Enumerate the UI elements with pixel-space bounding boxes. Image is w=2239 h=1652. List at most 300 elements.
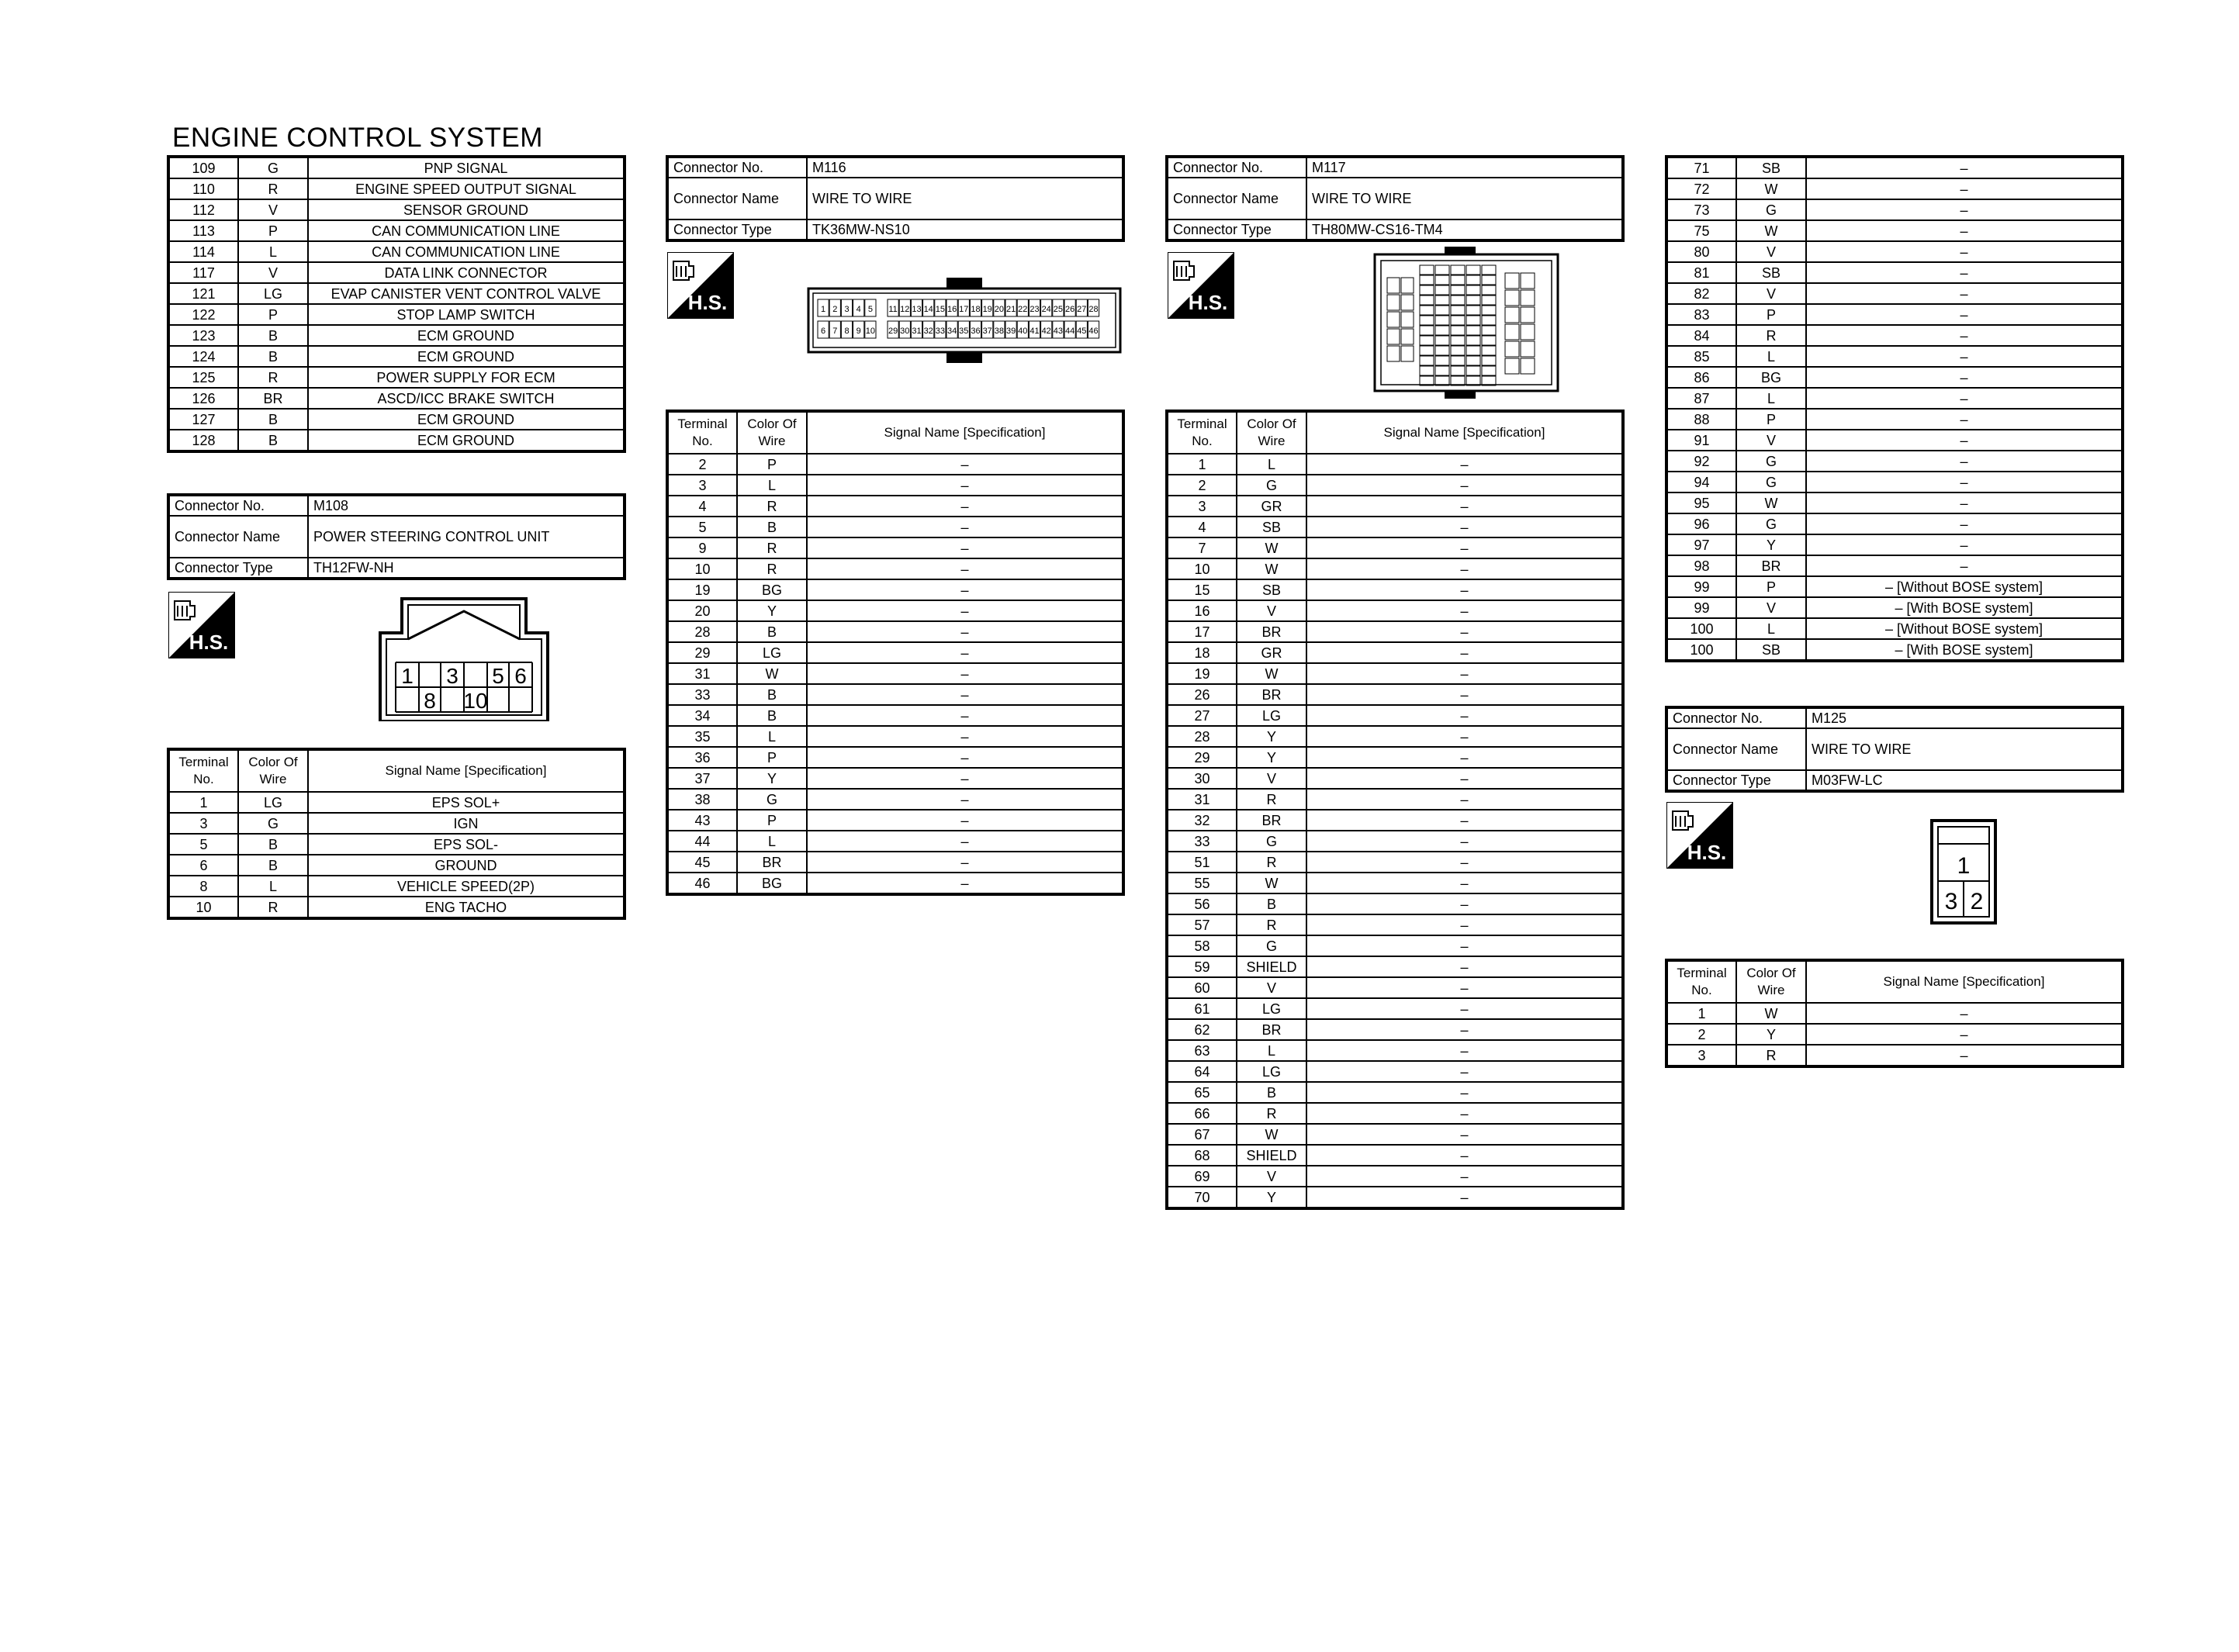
signal-name-cell: – bbox=[1806, 409, 2123, 430]
signal-name-cell: IGN bbox=[308, 813, 625, 834]
signal-name-cell: – bbox=[1806, 430, 2123, 451]
connector-type-value: TK36MW-NS10 bbox=[807, 219, 1123, 240]
pin-cell bbox=[1451, 366, 1465, 375]
pin-cell bbox=[1420, 346, 1434, 355]
wire-color-cell: SB bbox=[1237, 579, 1306, 600]
signal-name-cell: – [With BOSE system] bbox=[1806, 597, 2123, 618]
pin-cell bbox=[1401, 295, 1414, 310]
table-row bbox=[1167, 517, 1623, 537]
signal-name-cell: EVAP CANISTER VENT CONTROL VALVE bbox=[308, 283, 625, 304]
terminal-no-cell: 27 bbox=[1167, 705, 1237, 726]
table-row bbox=[1666, 472, 2123, 492]
table-row bbox=[667, 475, 1123, 496]
wire-color-cell: P bbox=[737, 454, 807, 475]
terminal-no-cell: 82 bbox=[1666, 283, 1736, 304]
table-row bbox=[667, 810, 1123, 831]
terminal-no-cell: 28 bbox=[1167, 726, 1237, 747]
table-row bbox=[667, 873, 1123, 894]
wire-color-cell: W bbox=[1237, 558, 1306, 579]
terminal-no-cell: 1 bbox=[1666, 1003, 1736, 1024]
pin-cell bbox=[1521, 324, 1535, 340]
table-row bbox=[1666, 409, 2123, 430]
signal-name-cell: – bbox=[807, 684, 1123, 705]
signal-name-cell: – [Without BOSE system] bbox=[1806, 618, 2123, 639]
connector-no-value: M116 bbox=[807, 157, 1123, 178]
pin-cell bbox=[1451, 306, 1465, 315]
wire-color-cell: R bbox=[737, 496, 807, 517]
pin-cell bbox=[1451, 356, 1465, 365]
table-row bbox=[1167, 1061, 1623, 1082]
signal-name-cell: STOP LAMP SWITCH bbox=[308, 304, 625, 325]
terminal-no-cell: 99 bbox=[1666, 576, 1736, 597]
pin-cell bbox=[1420, 295, 1434, 305]
wire-color-cell: BR bbox=[1237, 684, 1306, 705]
signal-name-cell: – bbox=[807, 747, 1123, 768]
pin-label: 11 bbox=[888, 305, 898, 314]
table-row bbox=[1167, 642, 1623, 663]
signal-name-cell: – bbox=[807, 831, 1123, 852]
wire-color-cell: Y bbox=[737, 768, 807, 789]
signal-name-cell: – [Without BOSE system] bbox=[1806, 576, 2123, 597]
terminal-no-cell: 97 bbox=[1666, 534, 1736, 555]
signal-name-cell: VEHICLE SPEED(2P) bbox=[308, 876, 625, 897]
signal-name-cell: – bbox=[1306, 893, 1623, 914]
pin-cell bbox=[1482, 265, 1496, 275]
table-row bbox=[168, 430, 625, 451]
pin-cell bbox=[1387, 278, 1400, 293]
wire-color-cell: R bbox=[1237, 789, 1306, 810]
signal-name-cell: – bbox=[1806, 283, 2123, 304]
signal-name-cell: – bbox=[1806, 388, 2123, 409]
table-row bbox=[1666, 639, 2123, 661]
terminal-no-cell: 5 bbox=[667, 517, 737, 537]
pin-cell bbox=[1420, 275, 1434, 285]
m116-terminal-table bbox=[666, 410, 1125, 896]
wire-color-cell: P bbox=[737, 810, 807, 831]
signal-name-cell: ECM GROUND bbox=[308, 325, 625, 346]
table-row bbox=[1666, 492, 2123, 513]
pin-cell bbox=[1451, 285, 1465, 295]
pin-label: 13 bbox=[912, 305, 922, 314]
signal-name-cell: SENSOR GROUND bbox=[308, 199, 625, 220]
terminal-no-cell: 72 bbox=[1666, 178, 1736, 199]
signal-name-cell: – bbox=[807, 810, 1123, 831]
connector-no-label: Connector No. bbox=[168, 495, 308, 516]
wire-color-cell: R bbox=[238, 178, 308, 199]
signal-name-cell: – bbox=[807, 852, 1123, 873]
signal-name-cell: ENGINE SPEED OUTPUT SIGNAL bbox=[308, 178, 625, 199]
pin-label: 14 bbox=[923, 305, 933, 314]
signal-name-cell: GROUND bbox=[308, 855, 625, 876]
wire-color-cell: R bbox=[737, 537, 807, 558]
signal-name-cell: – bbox=[1806, 220, 2123, 241]
table-row bbox=[1666, 451, 2123, 472]
wire-color-cell: W bbox=[1237, 537, 1306, 558]
signal-name-cell: – bbox=[807, 558, 1123, 579]
hs-connector-icon bbox=[1666, 802, 1733, 869]
signal-name-cell: – bbox=[1306, 1145, 1623, 1166]
table-row bbox=[168, 792, 625, 813]
pin-label: 27 bbox=[1077, 305, 1087, 314]
pin-cell bbox=[1387, 346, 1400, 361]
pin-cell bbox=[1466, 295, 1480, 305]
wire-color-cell: B bbox=[737, 705, 807, 726]
pin-label: 3 bbox=[1944, 889, 1958, 914]
color-header: Color Of Wire bbox=[737, 411, 807, 454]
signal-name-cell: – bbox=[1806, 1045, 2123, 1066]
wire-color-cell: G bbox=[1237, 475, 1306, 496]
wire-color-cell: R bbox=[1237, 852, 1306, 873]
signal-name-cell: – bbox=[807, 454, 1123, 475]
table-row bbox=[667, 537, 1123, 558]
table-row bbox=[1666, 576, 2123, 597]
terminal-no-cell: 98 bbox=[1666, 555, 1736, 576]
pin-cell bbox=[1482, 275, 1496, 285]
table-row bbox=[1666, 304, 2123, 325]
terminal-no-cell: 31 bbox=[1167, 789, 1237, 810]
terminal-no-cell: 28 bbox=[667, 621, 737, 642]
pin-label: 45 bbox=[1077, 327, 1087, 336]
table-row bbox=[667, 768, 1123, 789]
terminal-no-cell: 73 bbox=[1666, 199, 1736, 220]
signal-name-cell: – bbox=[1306, 663, 1623, 684]
terminal-no-cell: 121 bbox=[168, 283, 238, 304]
wire-color-cell: LG bbox=[1237, 998, 1306, 1019]
wire-color-cell: G bbox=[1736, 513, 1806, 534]
terminal-header: Terminal No. bbox=[1666, 960, 1736, 1003]
wire-color-cell: R bbox=[1237, 914, 1306, 935]
pin-cell bbox=[1466, 285, 1480, 295]
table-row bbox=[1666, 597, 2123, 618]
pin-label: 25 bbox=[1053, 305, 1064, 314]
pin-cell bbox=[1387, 295, 1400, 310]
signal-name-cell: DATA LINK CONNECTOR bbox=[308, 262, 625, 283]
signal-name-cell: – bbox=[1306, 1124, 1623, 1145]
color-header: Color Of Wire bbox=[238, 749, 308, 792]
terminal-no-cell: 34 bbox=[667, 705, 737, 726]
pin-label: 7 bbox=[832, 327, 838, 336]
wire-color-cell: SB bbox=[1237, 517, 1306, 537]
pin-label: 40 bbox=[1018, 327, 1028, 336]
table-row bbox=[1167, 579, 1623, 600]
wire-color-cell: GR bbox=[1237, 496, 1306, 517]
table-row bbox=[168, 199, 625, 220]
connector-type-label: Connector Type bbox=[168, 558, 308, 579]
terminal-no-cell: 9 bbox=[667, 537, 737, 558]
table-row bbox=[667, 663, 1123, 684]
signal-name-cell: – bbox=[1306, 1082, 1623, 1103]
wire-color-cell: LG bbox=[737, 642, 807, 663]
pin-label: 8 bbox=[844, 327, 850, 336]
connector-type-value: TH80MW-CS16-TM4 bbox=[1306, 219, 1623, 240]
wire-color-cell: GR bbox=[1237, 642, 1306, 663]
table-row bbox=[1666, 262, 2123, 283]
wire-color-cell: SHIELD bbox=[1237, 1145, 1306, 1166]
signal-header: Signal Name [Specification] bbox=[308, 749, 625, 792]
wire-color-cell: P bbox=[737, 747, 807, 768]
signal-name-cell: – bbox=[807, 475, 1123, 496]
terminal-no-cell: 30 bbox=[1167, 768, 1237, 789]
terminal-no-cell: 36 bbox=[667, 747, 737, 768]
table-row bbox=[667, 789, 1123, 810]
wire-color-cell: W bbox=[1237, 873, 1306, 893]
wire-color-cell: B bbox=[737, 517, 807, 537]
terminal-no-cell: 1 bbox=[168, 792, 238, 813]
wire-color-cell: B bbox=[238, 855, 308, 876]
signal-name-cell: – bbox=[1806, 472, 2123, 492]
pin-cell bbox=[1435, 275, 1449, 285]
wire-color-cell: V bbox=[1736, 283, 1806, 304]
pin-cell bbox=[1401, 346, 1414, 361]
terminal-no-cell: 67 bbox=[1167, 1124, 1237, 1145]
terminal-no-cell: 57 bbox=[1167, 914, 1237, 935]
wire-color-cell: R bbox=[238, 897, 308, 918]
wire-color-cell: BR bbox=[1237, 621, 1306, 642]
m108-connector-diagram bbox=[379, 597, 549, 721]
terminal-no-cell: 88 bbox=[1666, 409, 1736, 430]
connector-type-value: M03FW-LC bbox=[1806, 770, 2123, 791]
table-row bbox=[667, 726, 1123, 747]
terminal-no-cell: 2 bbox=[667, 454, 737, 475]
m116-info-table bbox=[666, 155, 1125, 242]
wire-color-cell: B bbox=[1237, 893, 1306, 914]
table-row bbox=[667, 705, 1123, 726]
table-row bbox=[1167, 1166, 1623, 1187]
connector-name-value: WIRE TO WIRE bbox=[1306, 178, 1623, 219]
terminal-no-cell: 83 bbox=[1666, 304, 1736, 325]
terminal-no-cell: 35 bbox=[667, 726, 737, 747]
table-row bbox=[667, 642, 1123, 663]
terminal-no-cell: 91 bbox=[1666, 430, 1736, 451]
pin-cell bbox=[1420, 306, 1434, 315]
pin-cell bbox=[1420, 376, 1434, 385]
terminal-no-cell: 29 bbox=[667, 642, 737, 663]
terminal-no-cell: 86 bbox=[1666, 367, 1736, 388]
terminal-no-cell: 37 bbox=[667, 768, 737, 789]
signal-name-cell: – bbox=[1306, 1040, 1623, 1061]
pin-cell bbox=[1466, 275, 1480, 285]
signal-name-cell: – bbox=[1806, 367, 2123, 388]
pin-cell bbox=[1521, 307, 1535, 323]
connector-no-label: Connector No. bbox=[667, 157, 807, 178]
terminal-no-cell: 5 bbox=[168, 834, 238, 855]
pin-cell bbox=[1451, 265, 1465, 275]
pin-cell bbox=[1505, 358, 1519, 374]
terminal-no-cell: 114 bbox=[168, 241, 238, 262]
table-row bbox=[1167, 893, 1623, 914]
pin-cell bbox=[1466, 265, 1480, 275]
pin-cell bbox=[1387, 312, 1400, 327]
table-row bbox=[168, 409, 625, 430]
signal-name-cell: – bbox=[1306, 705, 1623, 726]
wire-color-cell: Y bbox=[1237, 747, 1306, 768]
pin-cell bbox=[1451, 326, 1465, 335]
pin-cell bbox=[1482, 356, 1496, 365]
color-header: Color Of Wire bbox=[1736, 960, 1806, 1003]
terminal-no-cell: 125 bbox=[168, 367, 238, 388]
signal-name-cell: ECM GROUND bbox=[308, 430, 625, 451]
signal-name-cell: – bbox=[1806, 157, 2123, 178]
pin-label: 30 bbox=[900, 327, 910, 336]
hs-connector-icon bbox=[667, 252, 734, 319]
pin-label: 41 bbox=[1030, 327, 1040, 336]
wire-color-cell: B bbox=[238, 834, 308, 855]
signal-name-cell: – bbox=[1306, 684, 1623, 705]
pin-label: 10 bbox=[463, 689, 488, 713]
hs-connector-icon bbox=[1168, 252, 1234, 319]
terminal-no-cell: 112 bbox=[168, 199, 238, 220]
pin-label: 36 bbox=[971, 327, 981, 336]
signal-name-cell: – bbox=[1306, 642, 1623, 663]
signal-name-cell: – bbox=[1806, 492, 2123, 513]
table-row bbox=[1666, 1045, 2123, 1066]
terminal-no-cell: 7 bbox=[1167, 537, 1237, 558]
pin-cell bbox=[1435, 346, 1449, 355]
wire-color-cell: Y bbox=[1237, 726, 1306, 747]
connector-name-label: Connector Name bbox=[1666, 728, 1806, 770]
table-row bbox=[1167, 768, 1623, 789]
pin-label: 12 bbox=[900, 305, 910, 314]
wire-color-cell: W bbox=[737, 663, 807, 684]
table-row bbox=[1167, 1019, 1623, 1040]
pin-cell bbox=[1482, 336, 1496, 345]
signal-name-cell: – bbox=[1306, 558, 1623, 579]
terminal-no-cell: 124 bbox=[168, 346, 238, 367]
table-row bbox=[1167, 956, 1623, 977]
signal-name-cell: – bbox=[1306, 1187, 1623, 1208]
terminal-no-cell: 81 bbox=[1666, 262, 1736, 283]
table-row bbox=[1167, 1187, 1623, 1208]
connector-name-label: Connector Name bbox=[1167, 178, 1306, 219]
signal-name-cell: – bbox=[1806, 346, 2123, 367]
pin-label: 3 bbox=[446, 664, 459, 688]
terminal-no-cell: 59 bbox=[1167, 956, 1237, 977]
terminal-no-cell: 70 bbox=[1167, 1187, 1237, 1208]
wire-color-cell: Y bbox=[1736, 534, 1806, 555]
terminal-no-cell: 56 bbox=[1167, 893, 1237, 914]
pin-cell bbox=[1435, 336, 1449, 345]
terminal-no-cell: 100 bbox=[1666, 618, 1736, 639]
m125-terminal-table bbox=[1665, 959, 2124, 1068]
signal-name-cell: – bbox=[1306, 600, 1623, 621]
m125-info-table bbox=[1665, 706, 2124, 793]
terminal-no-cell: 61 bbox=[1167, 998, 1237, 1019]
connector-name-label: Connector Name bbox=[168, 516, 308, 558]
signal-name-cell: – bbox=[1306, 914, 1623, 935]
connector-name-value: POWER STEERING CONTROL UNIT bbox=[308, 516, 625, 558]
table-row bbox=[1666, 157, 2123, 178]
table-row bbox=[667, 496, 1123, 517]
signal-name-cell: – bbox=[1806, 178, 2123, 199]
terminal-no-cell: 2 bbox=[1666, 1024, 1736, 1045]
wire-color-cell: V bbox=[1736, 597, 1806, 618]
wire-color-cell: W bbox=[1736, 178, 1806, 199]
pin-cell bbox=[1505, 324, 1519, 340]
pin-label: 42 bbox=[1041, 327, 1051, 336]
wire-color-cell: P bbox=[1736, 304, 1806, 325]
table-row bbox=[1167, 496, 1623, 517]
signal-name-cell: – bbox=[807, 768, 1123, 789]
signal-name-cell: ECM GROUND bbox=[308, 409, 625, 430]
wire-color-cell: R bbox=[1736, 1045, 1806, 1066]
connector-type-value: TH12FW-NH bbox=[308, 558, 625, 579]
terminal-no-cell: 20 bbox=[667, 600, 737, 621]
signal-name-cell: – bbox=[807, 663, 1123, 684]
terminal-header: Terminal No. bbox=[168, 749, 238, 792]
pin-label: 1 bbox=[1957, 853, 1971, 879]
signal-name-cell: – bbox=[1306, 873, 1623, 893]
signal-name-cell: – bbox=[1306, 977, 1623, 998]
pin-cell bbox=[1521, 290, 1535, 306]
wire-color-cell: B bbox=[737, 621, 807, 642]
terminal-no-cell: 122 bbox=[168, 304, 238, 325]
signal-name-cell: – bbox=[1806, 304, 2123, 325]
terminal-no-cell: 43 bbox=[667, 810, 737, 831]
table-row bbox=[1666, 325, 2123, 346]
table-row bbox=[1666, 367, 2123, 388]
table-row bbox=[1666, 178, 2123, 199]
signal-name-cell: CAN COMMUNICATION LINE bbox=[308, 220, 625, 241]
pin-label: 32 bbox=[923, 327, 933, 336]
wire-color-cell: B bbox=[238, 325, 308, 346]
connector-name-value: WIRE TO WIRE bbox=[807, 178, 1123, 219]
table-row bbox=[1167, 810, 1623, 831]
pin-label: 35 bbox=[959, 327, 969, 336]
signal-name-cell: – bbox=[807, 789, 1123, 810]
wire-color-cell: B bbox=[1237, 1082, 1306, 1103]
signal-name-cell: – bbox=[807, 705, 1123, 726]
pin-cell bbox=[1420, 356, 1434, 365]
wire-color-cell: L bbox=[1736, 388, 1806, 409]
terminal-no-cell: 65 bbox=[1167, 1082, 1237, 1103]
table-row bbox=[1666, 534, 2123, 555]
terminal-no-cell: 3 bbox=[168, 813, 238, 834]
signal-name-cell: – bbox=[1306, 475, 1623, 496]
terminal-no-cell: 18 bbox=[1167, 642, 1237, 663]
pin-label: 23 bbox=[1030, 305, 1040, 314]
connector-name-label: Connector Name bbox=[667, 178, 807, 219]
table-row bbox=[1167, 789, 1623, 810]
pin-cell bbox=[1505, 307, 1519, 323]
signal-name-cell: – bbox=[807, 496, 1123, 517]
wire-color-cell: SB bbox=[1736, 262, 1806, 283]
terminal-no-cell: 33 bbox=[667, 684, 737, 705]
table-row bbox=[1167, 558, 1623, 579]
signal-name-cell: – bbox=[1306, 831, 1623, 852]
m125-connector-diagram bbox=[1930, 819, 1997, 924]
wire-color-cell: G bbox=[238, 813, 308, 834]
pin-cell bbox=[1466, 366, 1480, 375]
table-row bbox=[1167, 914, 1623, 935]
table-row bbox=[667, 579, 1123, 600]
wire-color-cell: Y bbox=[737, 600, 807, 621]
signal-name-cell: – bbox=[1806, 451, 2123, 472]
terminal-no-cell: 85 bbox=[1666, 346, 1736, 367]
terminal-no-cell: 33 bbox=[1167, 831, 1237, 852]
connector-no-value: M117 bbox=[1306, 157, 1623, 178]
table-row bbox=[667, 600, 1123, 621]
table-row bbox=[168, 897, 625, 918]
pin-cell bbox=[1521, 358, 1535, 374]
table-row bbox=[168, 388, 625, 409]
table-row bbox=[667, 747, 1123, 768]
terminal-no-cell: 113 bbox=[168, 220, 238, 241]
table-row bbox=[1167, 726, 1623, 747]
pin-cell bbox=[1451, 316, 1465, 325]
wire-color-cell: BG bbox=[1736, 367, 1806, 388]
pin-cell bbox=[1466, 316, 1480, 325]
table-row bbox=[168, 855, 625, 876]
